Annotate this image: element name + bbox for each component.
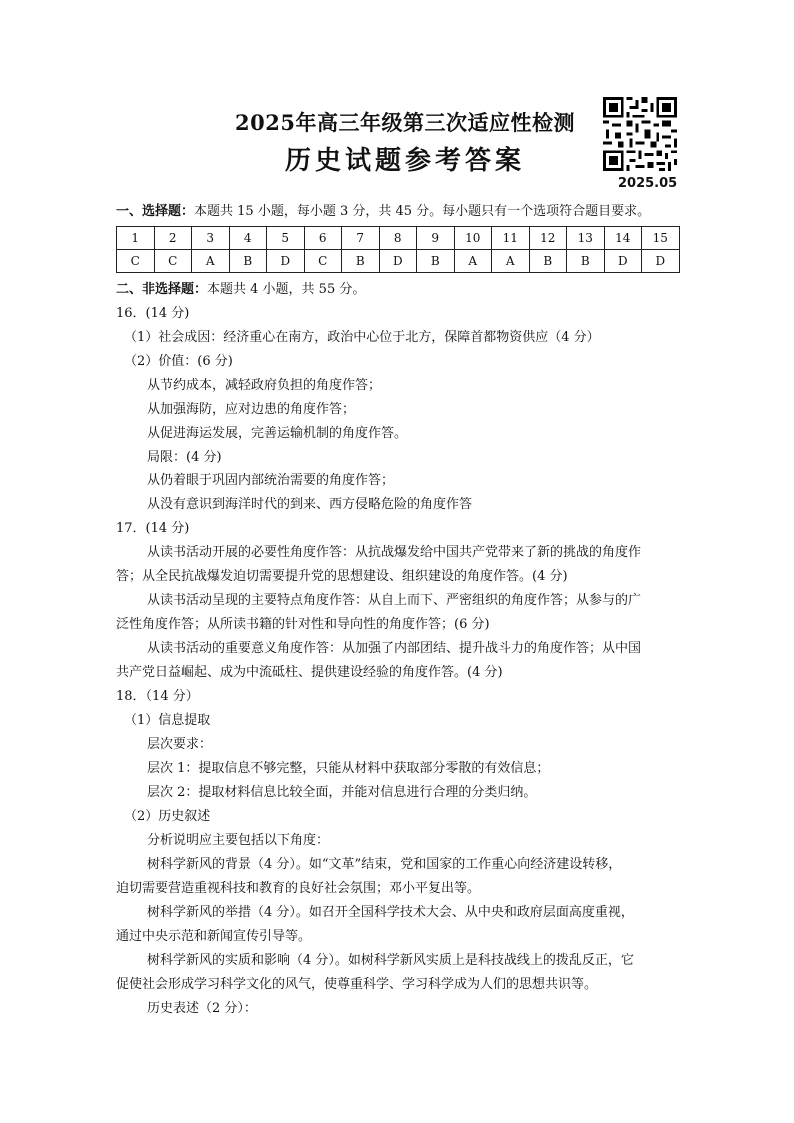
answer-letter: B — [342, 250, 380, 273]
q16-line: 从加强海防，应对边患的角度作答； — [147, 402, 356, 417]
q18-line: 迫切需要营造重视科技和教育的良好社会氛围；邓小平复出等。 — [116, 881, 481, 896]
q17-line: 从读书活动开展的必要性角度作答：从抗战爆发给中国共产党带来了新的挑战的角度作 — [147, 545, 642, 560]
answer-table — [116, 226, 680, 273]
question-number: 12 — [529, 227, 567, 250]
q16-title: 16．(14 分) — [116, 306, 190, 321]
q16-line: （2）价值：(6 分) — [124, 354, 233, 369]
q18-line: 历史表述（2 分）： — [147, 1001, 257, 1016]
answer-table-row-numbers — [117, 227, 680, 250]
q16-line: 从促进海运发展，完善运输机制的角度作答。 — [147, 426, 408, 441]
question-number: 7 — [342, 227, 380, 250]
q18-line: 分析说明应主要包括以下角度： — [147, 833, 330, 848]
q17-line: 从读书活动的重要意义角度作答：从加强了内部团结、提升战斗力的角度作答；从中国 — [147, 641, 642, 656]
question-number: 4 — [229, 227, 267, 250]
question-number: 6 — [304, 227, 342, 250]
answer-letter: B — [229, 250, 267, 273]
section2-desc: 本题共 4 小题，共 55 分。 — [207, 282, 366, 297]
q16-line: 从仍着眼于巩固内部统治需要的角度作答； — [147, 473, 395, 488]
q17-title: 17．(14 分) — [116, 521, 190, 536]
answer-letter: A — [492, 250, 530, 273]
q16-line: 从没有意识到海洋时代的到来、西方侵略危险的角度作答 — [147, 497, 473, 512]
answer-letter: B — [529, 250, 567, 273]
question-number: 11 — [492, 227, 530, 250]
answer-table-row-answers — [117, 250, 680, 273]
section1-heading: 一、选择题： — [116, 204, 195, 219]
q18-line: （1）信息提取 — [124, 713, 211, 728]
exam-date: 2025.05 — [618, 176, 678, 191]
q17-line: 泛性角度作答；从所读书籍的针对性和导向性的角度作答；(6 分) — [116, 617, 490, 632]
answer-letter: D — [379, 250, 417, 273]
answer-letter: B — [417, 250, 455, 273]
q17-line: 答；从全民抗战爆发迫切需要提升党的思想建设、组织建设的角度作答。(4 分) — [116, 569, 568, 584]
exam-title: 2025年高三年级第三次适应性检测 — [235, 110, 575, 135]
answer-letter: D — [604, 250, 642, 273]
q17-line: 从读书活动呈现的主要特点角度作答：从自上而下、严密组织的角度作答；从参与的广 — [147, 593, 642, 608]
section1-instructions — [116, 203, 650, 221]
answer-letter: C — [117, 250, 155, 273]
q16-line: 局限：(4 分) — [147, 450, 222, 465]
answer-letter: C — [304, 250, 342, 273]
question-number: 2 — [154, 227, 192, 250]
qr-code-icon — [603, 97, 677, 171]
q18-line: 树科学新风的举措（4 分）。如召开全国科学技术大会、从中央和政府层面高度重视， — [147, 905, 634, 920]
question-number: 5 — [267, 227, 305, 250]
q18-line: 树科学新风的实质和影响（4 分）。如树科学新风实质上是科技战线上的拨乱反正，它 — [147, 953, 634, 968]
q18-line: 通过中央示范和新闻宣传引导等。 — [116, 929, 312, 944]
q18-line: 层次 2：提取材料信息比较全面，并能对信息进行合理的分类归纳。 — [147, 785, 537, 800]
answer-letter: A — [192, 250, 230, 273]
section2-instructions — [116, 281, 365, 299]
answer-key-title: 历史试题参考答案 — [284, 146, 525, 176]
answer-letter: D — [267, 250, 305, 273]
q18-line: 层次 1：提取信息不够完整，只能从材料中获取部分零散的有效信息； — [147, 761, 550, 776]
question-number: 1 — [117, 227, 155, 250]
section1-desc: 本题共 15 小题，每小题 3 分，共 45 分。每小题只有一个选项符合题目要求。 — [194, 204, 651, 219]
answer-letter: B — [567, 250, 605, 273]
q18-line: （2）历史叙述 — [124, 809, 211, 824]
q18-title: 18．（14 分） — [116, 689, 199, 704]
q18-line: 促使社会形成学习科学文化的风气，使尊重科学、学习科学成为人们的思想共识等。 — [116, 977, 598, 992]
q18-line: 树科学新风的背景（4 分）。如“文革”结束，党和国家的工作重心向经济建设转移， — [147, 857, 622, 872]
q16-line: （1）社会成因：经济重心在南方，政治中心位于北方，保障首都物资供应（4 分） — [124, 330, 600, 345]
question-number: 15 — [642, 227, 680, 250]
answer-letter: D — [642, 250, 680, 273]
q17-line: 共产党日益崛起、成为中流砥柱、提供建设经验的角度作答。(4 分) — [116, 665, 503, 680]
question-number: 3 — [192, 227, 230, 250]
question-number: 13 — [567, 227, 605, 250]
q18-line: 层次要求： — [147, 737, 213, 752]
question-number: 8 — [379, 227, 417, 250]
answer-letter: C — [154, 250, 192, 273]
question-number: 10 — [454, 227, 492, 250]
answer-letter: A — [454, 250, 492, 273]
question-number: 9 — [417, 227, 455, 250]
section2-heading: 二、非选择题： — [116, 282, 208, 297]
question-number: 14 — [604, 227, 642, 250]
q16-line: 从节约成本，减轻政府负担的角度作答； — [147, 378, 382, 393]
